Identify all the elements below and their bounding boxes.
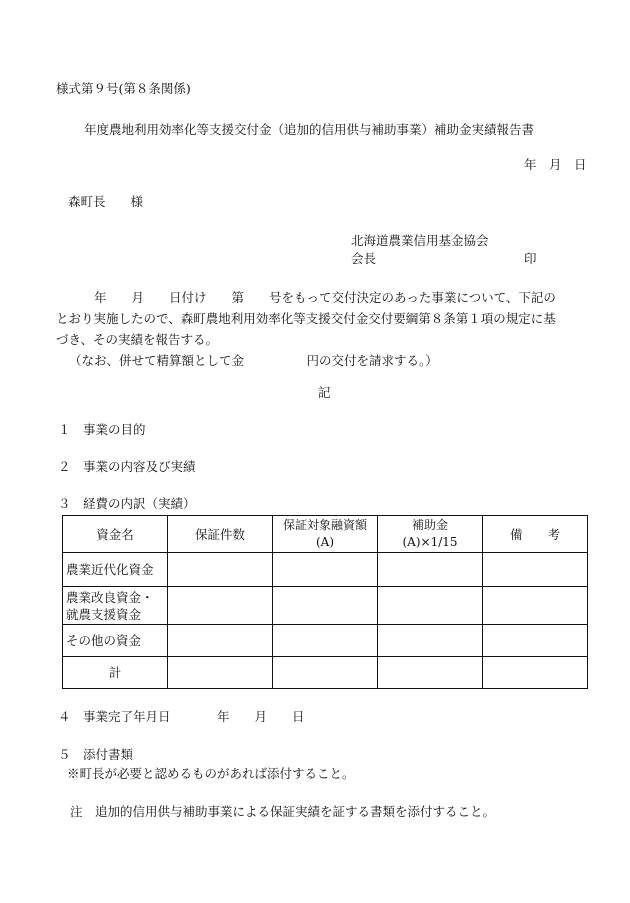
section-purpose: １ 事業の目的 bbox=[58, 422, 146, 437]
table-cell bbox=[483, 657, 588, 689]
report-date: 年 月 日 bbox=[524, 157, 587, 172]
footnote: 注 追加的信用供与補助事業による保証実績を証する書類を添付すること。 bbox=[70, 804, 496, 819]
body-line: づき、その実績を報告する。 bbox=[56, 332, 219, 347]
table-row bbox=[63, 587, 588, 625]
fund-name-line: 就農支援資金 bbox=[66, 606, 142, 622]
header-fund-name: 資金名 bbox=[63, 516, 168, 553]
header-subsidy bbox=[378, 516, 483, 553]
table-cell bbox=[378, 587, 483, 625]
section-completion-date: ４ 事業完了年月日 bbox=[58, 709, 171, 724]
body-line: 年 月 日付け 第 号をもって交付決定のあった事業について、下記の bbox=[94, 290, 556, 305]
cost-breakdown-table bbox=[62, 515, 588, 689]
fund-name-cell bbox=[63, 587, 168, 625]
body-paragraph bbox=[56, 287, 596, 371]
section-costs: ３ 経費の内訳（実績） bbox=[58, 496, 196, 511]
table-cell bbox=[378, 553, 483, 587]
table-cell bbox=[483, 587, 588, 625]
form-number: 様式第９号(第８条関係) bbox=[56, 81, 191, 96]
completion-date-value: 年 月 日 bbox=[217, 709, 305, 724]
section-attachments: ５ 添付書類 bbox=[58, 747, 134, 762]
fund-name-cell: その他の資金 bbox=[63, 625, 168, 657]
table-row bbox=[63, 553, 588, 587]
total-label-cell: 計 bbox=[63, 657, 168, 689]
header-remarks: 備 考 bbox=[483, 516, 588, 553]
header-loan-amount-label: 保証対象融資額 bbox=[282, 518, 367, 532]
table-row bbox=[63, 625, 588, 657]
table-cell bbox=[273, 657, 378, 689]
table-cell bbox=[168, 587, 273, 625]
table-cell bbox=[168, 553, 273, 587]
sender-organization: 北海道農業信用基金協会 bbox=[351, 233, 489, 248]
table-cell bbox=[273, 553, 378, 587]
document-title: 年度農地利用効率化等支援交付金（追加的信用供与補助事業）補助金実績報告書 bbox=[84, 122, 535, 137]
table-header-row bbox=[63, 516, 588, 553]
recipient: 森町長 様 bbox=[68, 194, 144, 209]
body-line: とおり実施したので、森町農地利用効率化等支援交付金交付要綱第８条第１項の規定に基 bbox=[56, 311, 556, 326]
section-content: ２ 事業の内容及び実績 bbox=[58, 459, 196, 474]
table-cell bbox=[378, 657, 483, 689]
table-cell bbox=[483, 625, 588, 657]
sender-title: 会長 bbox=[351, 251, 377, 266]
header-guarantee-count: 保証件数 bbox=[168, 516, 273, 553]
header-loan-amount-code: (A) bbox=[315, 535, 335, 549]
header-subsidy-formula: (A)×1/15 bbox=[402, 535, 458, 549]
header-subsidy-label: 補助金 bbox=[411, 518, 448, 532]
fund-name-cell: 農業近代化資金 bbox=[63, 553, 168, 587]
body-line: （なお、併せて精算額として金 円の交付を請求する。） bbox=[69, 353, 438, 368]
table-cell bbox=[168, 625, 273, 657]
table-cell bbox=[273, 625, 378, 657]
table-cell bbox=[168, 657, 273, 689]
table-cell bbox=[378, 625, 483, 657]
table-total-row bbox=[63, 657, 588, 689]
ki-heading: 記 bbox=[318, 385, 331, 400]
attachments-note: ※町長が必要と認めるものがあれば添付すること。 bbox=[67, 766, 355, 781]
seal-mark: 印 bbox=[524, 251, 537, 266]
table-cell bbox=[273, 587, 378, 625]
header-loan-amount bbox=[273, 516, 378, 553]
table-cell bbox=[483, 553, 588, 587]
fund-name-line: 農業改良資金・ bbox=[66, 589, 154, 605]
